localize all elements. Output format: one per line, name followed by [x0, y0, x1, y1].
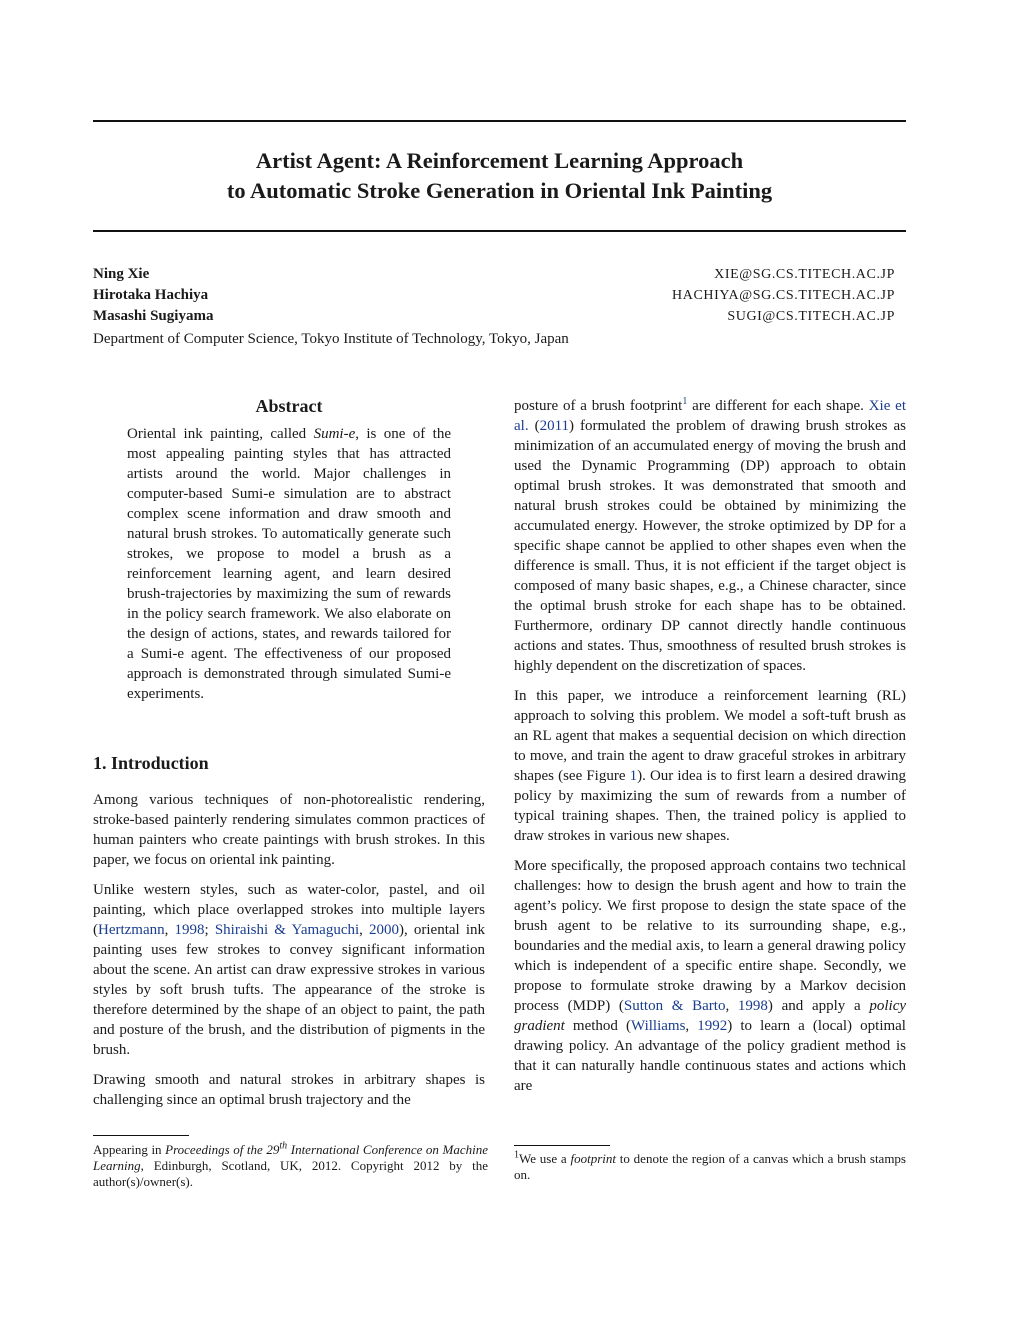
figure-link[interactable]: 1 [629, 768, 638, 784]
citation-link[interactable]: 1998 [174, 922, 205, 938]
author-row [93, 264, 895, 285]
title-bottom-rule [93, 230, 906, 232]
right-column [514, 396, 906, 1106]
top-rule [93, 120, 906, 122]
author-email[interactable]: HACHIYA@SG.CS.TITECH.AC.JP [672, 288, 895, 303]
citation-link[interactable]: 1992 [697, 1018, 728, 1034]
author-email[interactable]: SUGI@CS.TITECH.AC.JP [727, 309, 895, 324]
right-paragraph-3: More specifically, the proposed approach contains two technical challenges: how to design the brush agent and how to train the agent’s policy. We first propose to design the state space of the brush agent to be relative to its surrounding shape, e.g., boundaries and the medial axis, to learn a general drawing policy which is independent of a specific entire shape. Secondly, we propose to formulate stroke drawing by a Markov decision process (MDP) (Sutton & Barto, 1998) and apply a policy gradient method (Williams, 1992) to learn a (local) optimal drawing policy. An advantage of the policy gradient method is that it can naturally handle continuous states and actions which are [514, 858, 907, 1094]
right-paragraph-1: posture of a brush footprint$^1$ are different for each shape. Xie et al. (2011) formulated the problem of drawing brush strokes as minimization of an accumulated energy of moving the brush and used the Dynamic Programming (DP) approach to obtain optimal brush strokes. It was demonstrated that smooth and natural brush strokes could be obtained by minimizing the accumulated energy. However, the stroke optimized by DP for a specific shape cannot be applied to other shapes even when the difference is small. Thus, it is not efficient if the target object is composed of many basic shapes, e.g., a Chinese character, since the optimal brush stroke for each shape has to be obtained. Furthermore, ordinary DP cannot directly handle continuous actions and states. Thus, smoothness of resulted brush strokes is highly dependent on the discretization of spaces. [514, 396, 907, 674]
citation-link[interactable]: 1998 [737, 998, 768, 1014]
author-row [93, 285, 895, 306]
author-name: Masashi Sugiyama [93, 308, 214, 324]
title-line-1: Artist Agent: A Reinforcement Learning Approach [255, 148, 744, 173]
author-email[interactable]: XIE@SG.CS.TITECH.AC.JP [714, 267, 895, 282]
citation-link[interactable]: Hertzmann [98, 922, 165, 938]
footnote-rule-left [93, 1135, 189, 1136]
footnote-rule-right [514, 1145, 610, 1146]
right-paragraph-2: In this paper, we introduce a reinforcement learning (RL) approach to solving this problem. We model a soft-tuft brush as an RL agent that makes a sequential decision on which direction to move, and train the agent to draw graceful strokes in arbitrary shapes (see Figure 1). Our idea is to first learn a desired drawing policy by maximizing the sum of rewards from a number of typical training shapes. Then, the trained policy is applied to draw strokes in various new shapes. [514, 688, 906, 844]
author-name: Hirotaka Hachiya [93, 287, 209, 303]
abstract-heading: Abstract [255, 396, 323, 416]
abstract-text: Oriental ink painting, called Sumi-e, is one of the most appealing painting styles that has attracted artists around the world. Major challenges in computer-based Sumi-e simulation are to abstract complex scene information and draw smooth and natural brush strokes. To automatically generate such strokes, we propose to model a brush as a reinforcement learning agent, and learn desired brush-trajectories by maximizing the sum of rewards in the policy search framework. We also elaborate on the design of actions, states, and rewards tailored for a Sumi-e agent. The effectiveness of our proposed approach is demonstrated through simulated Sumi-e experiments. [127, 426, 452, 702]
author-row [93, 306, 895, 327]
citation-link[interactable]: Shiraishi & Yamaguchi [214, 922, 360, 938]
section-heading-introduction: 1. Introduction [93, 753, 209, 773]
citation-link[interactable]: Williams [631, 1018, 686, 1034]
left-column [93, 396, 485, 1120]
citation-link[interactable]: 2011 [539, 418, 570, 434]
title-line-2: to Automatic Stroke Generation in Oriental Ink Painting [226, 178, 773, 203]
footnote-right: $^1$We use a footprint to denote the region of a canvas which a brush stamps on. [514, 1149, 906, 1182]
paper-title [93, 146, 906, 206]
footnote-marker[interactable]: 1 [682, 396, 688, 407]
author-name: Ning Xie [93, 266, 150, 282]
citation-link[interactable]: Sutton & Barto [623, 998, 726, 1014]
citation-link[interactable]: Xie et al. [514, 398, 907, 434]
intro-paragraph-1: Among various techniques of non-photorealistic rendering, stroke-based painterly rendering simulates common practices of human painters who create paintings with brush strokes. In this paper, we focus on oriental ink painting. [93, 792, 485, 868]
author-block [93, 264, 895, 349]
intro-paragraph-3: Drawing smooth and natural strokes in arbitrary shapes is challenging since an optimal brush trajectory and the [93, 1072, 485, 1108]
citation-link[interactable]: 2000 [369, 922, 400, 938]
footnote-left: Appearing in Proceedings of the 29th International Conference on Machine Learning, Edinburgh, Scotland, UK, 2012. Copyright 2012 by the author(s)/owner(s). [93, 1140, 488, 1189]
affiliation: Department of Computer Science, Tokyo Institute of Technology, Tokyo, Japan [93, 331, 569, 347]
intro-paragraph-2: Unlike western styles, such as water-color, pastel, and oil painting, which place overlapped strokes into multiple layers (Hertzmann, 1998; Shiraishi & Yamaguchi, 2000), oriental ink painting uses few strokes to convey significant information about the scene. An artist can draw expressive strokes in various styles by soft brush tufts. The appearance of the stroke is therefore determined by the shape of an object to paint, the path and posture of the brush, and the distribution of pigments in the brush. [93, 882, 486, 1058]
